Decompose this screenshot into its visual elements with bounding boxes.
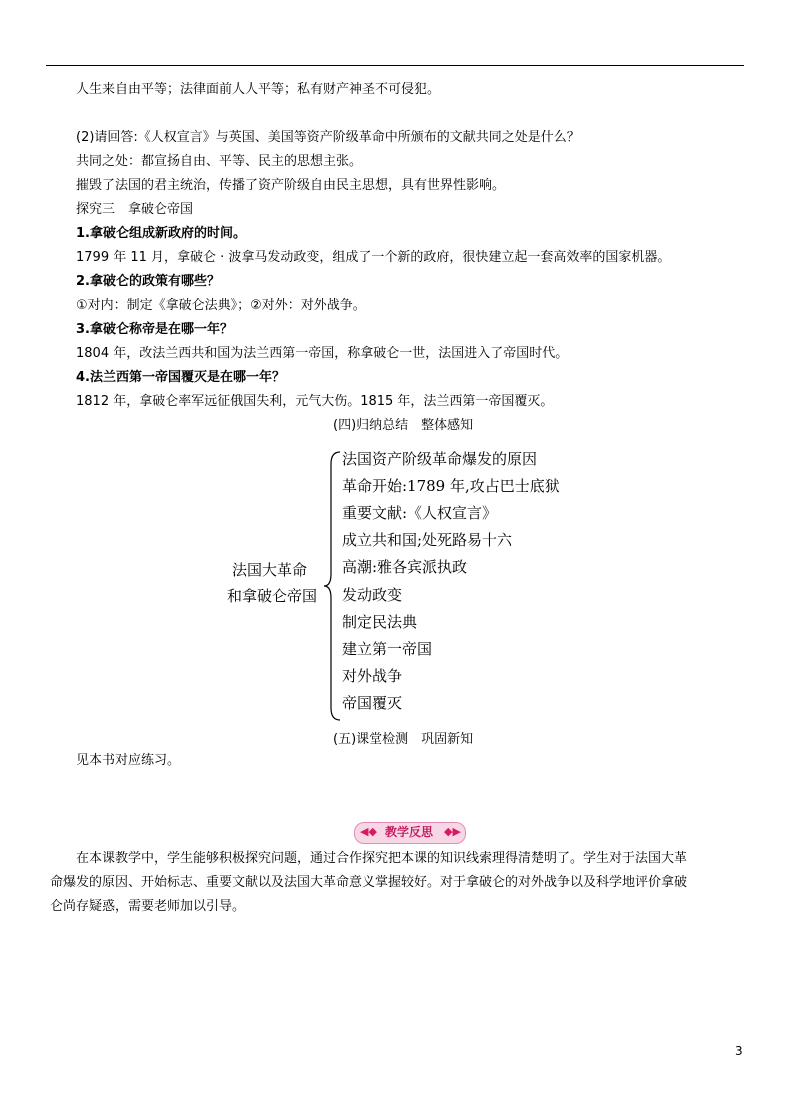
banner-left-ornament-icon: ◀◆ <box>360 825 377 838</box>
summary-brace <box>322 450 342 722</box>
previous-answer-line: 人生来自由平等；法律面前人人平等；私有财产神圣不可侵犯。 <box>76 82 441 97</box>
summary-item-10: 帝国覆灭 <box>342 694 403 712</box>
reflection-banner-label: 教学反思 <box>384 825 433 839</box>
summary-item-3: 重要文献:《人权宣言》 <box>342 504 498 522</box>
section-3-heading: 探究三 拿破仑帝国 <box>76 202 194 217</box>
question-3-4: 4.法兰西第一帝国覆灭是在哪一年？ <box>76 370 285 385</box>
answer-3-2: ①对内：制定《拿破仑法典》；②对外：对外战争。 <box>76 298 366 313</box>
reflection-line-3: 仑尚存疑惑，需要老师加以引导。 <box>50 899 246 914</box>
answer-3-4: 1812 年，拿破仑率军远征俄国失利，元气大伤。1815 年，法兰西第一帝国覆灭。 <box>76 394 554 409</box>
summary-item-2: 革命开始:1789 年,攻占巴士底狱 <box>342 477 560 495</box>
banner-right-ornament-icon: ◆▶ <box>444 825 461 838</box>
question-2: (2)请回答:《人权宣言》与英国、美国等资产阶级革命中所颁布的文献共同之处是什么？ <box>76 130 580 145</box>
summary-topic-line2: 和拿破仑帝国 <box>227 587 318 605</box>
question-3-1: 1.拿破仑组成新政府的时间。 <box>76 226 246 241</box>
summary-item-1: 法国资产阶级革命爆发的原因 <box>342 450 538 468</box>
answer-3-1: 1799 年 11 月，拿破仑 · 波拿马发动政变，组成了一个新的政府，很快建立起一套高效率的国家机器。 <box>76 250 671 265</box>
question-3-2: 2.拿破仑的政策有哪些？ <box>76 274 220 289</box>
header-rule <box>46 65 744 66</box>
summary-topic-line1: 法国大革命 <box>232 561 308 579</box>
check-heading: (五)课堂检测 巩固新知 <box>333 732 474 747</box>
summary-item-6: 发动政变 <box>342 586 403 604</box>
answer-2-line2: 摧毁了法国的君主统治，传播了资产阶级自由民主思想，具有世界性影响。 <box>76 178 506 193</box>
summary-item-7: 制定民法典 <box>342 613 418 631</box>
page-number: 3 <box>735 1044 743 1058</box>
reflection-line-2: 命爆发的原因、开始标志、重要文献以及法国大革命意义掌握较好。对于拿破仑的对外战争以及科学地评价拿破 <box>50 875 688 890</box>
answer-3-3: 1804 年，改法兰西共和国为法兰西第一帝国，称拿破仑一世，法国进入了帝国时代。 <box>76 346 569 361</box>
summary-item-9: 对外战争 <box>342 667 403 685</box>
summary-item-5: 高潮:雅各宾派执政 <box>342 558 468 576</box>
check-text: 见本书对应练习。 <box>76 753 181 768</box>
summary-item-8: 建立第一帝国 <box>342 640 433 658</box>
summary-item-4: 成立共和国;处死路易十六 <box>342 531 513 549</box>
answer-2-line1: 共同之处：都宣扬自由、平等、民主的思想主张。 <box>76 154 363 169</box>
question-3-3: 3.拿破仑称帝是在哪一年？ <box>76 322 233 337</box>
summary-heading: (四)归纳总结 整体感知 <box>333 418 474 433</box>
reflection-line-1: 在本课教学中，学生能够积极探究问题，通过合作探究把本课的知识线索理得清楚明了。学生对于法国大革 <box>76 851 688 866</box>
